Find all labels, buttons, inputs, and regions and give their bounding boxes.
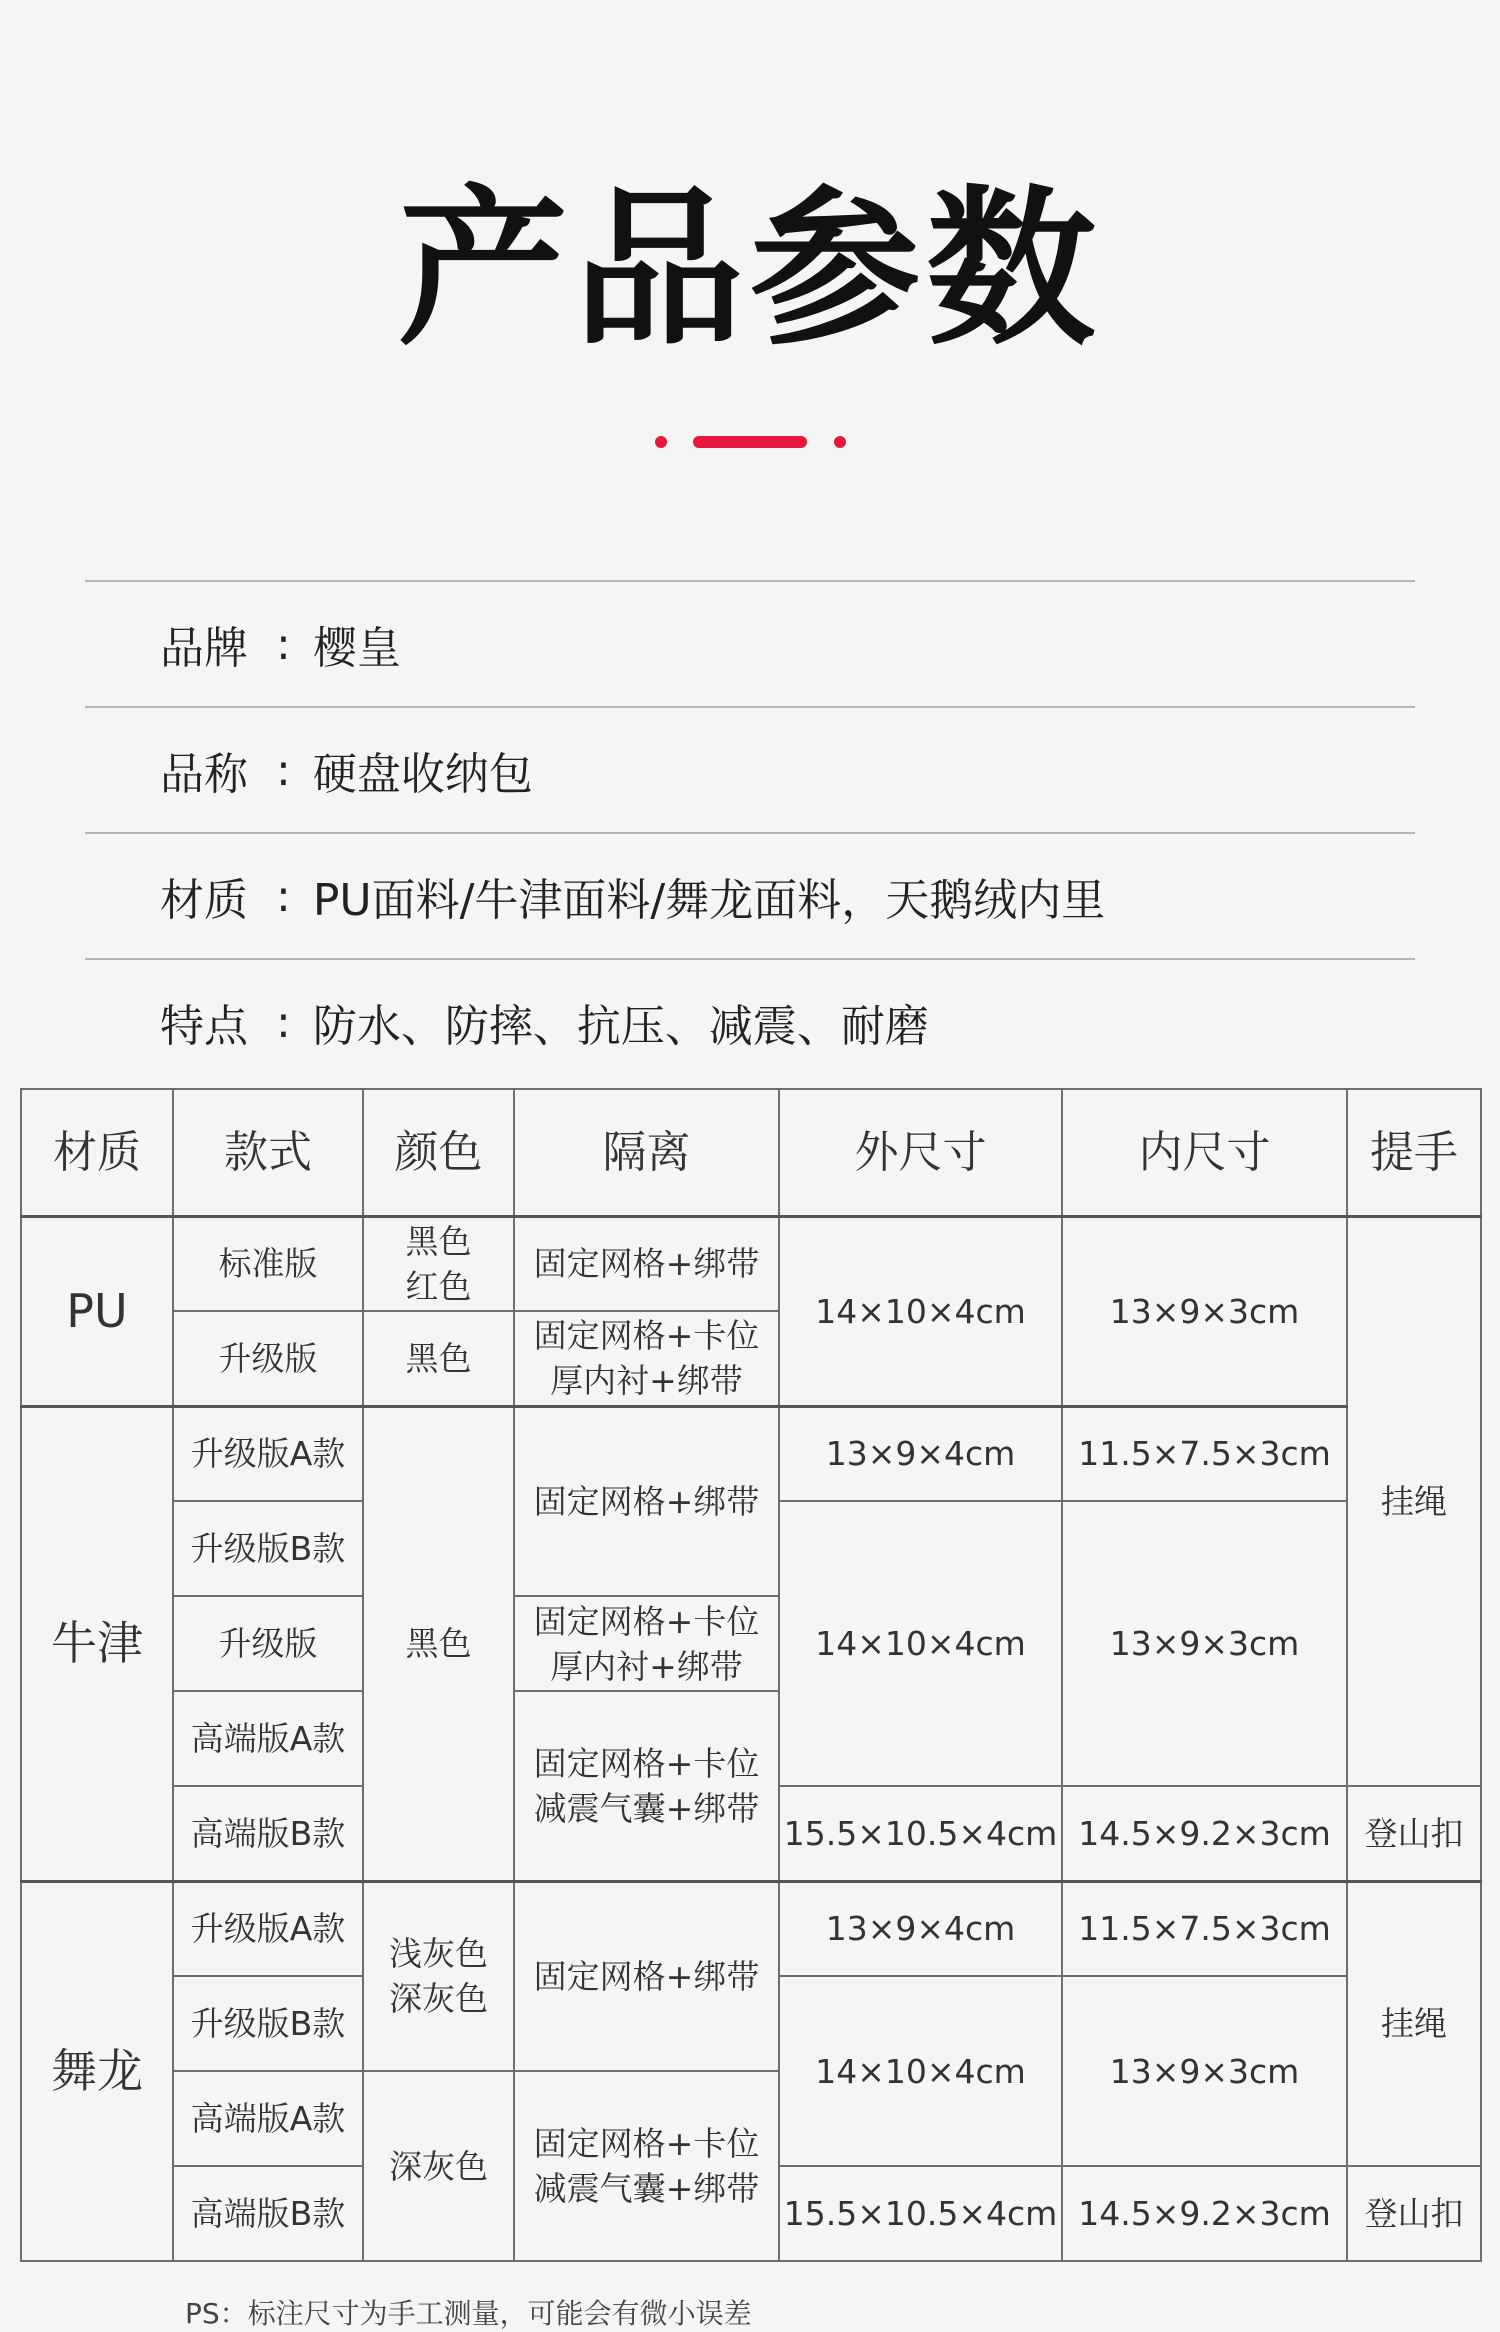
outer-size-cell: 14×10×4cm — [779, 1976, 1062, 2166]
outer-size-cell: 15.5×10.5×4cm — [779, 2166, 1062, 2261]
outer-size-cell: 14×10×4cm — [779, 1216, 1062, 1406]
product-info-list — [85, 580, 1415, 1084]
material-cell: 舞龙 — [21, 1881, 173, 2261]
isolation-cell: 固定网格+卡位 减震气囊+绑带 — [514, 2071, 779, 2261]
info-label: 品牌 — [160, 623, 248, 674]
color-cell: 黑色 — [363, 1406, 514, 1881]
outer-size-cell: 13×9×4cm — [779, 1881, 1062, 1976]
header-inner-size: 内尺寸 — [1062, 1089, 1347, 1216]
info-separator: : — [276, 744, 291, 796]
info-row-brand — [85, 580, 1415, 706]
isolation-cell: 固定网格+卡位 厚内衬+绑带 — [514, 1596, 779, 1691]
outer-size-cell: 15.5×10.5×4cm — [779, 1786, 1062, 1881]
handle-cell: 挂绳 — [1347, 1216, 1481, 1786]
header-color: 颜色 — [363, 1089, 514, 1216]
info-row-material — [85, 832, 1415, 958]
title-decoration-bar — [693, 436, 807, 448]
inner-size-cell: 13×9×3cm — [1062, 1976, 1347, 2166]
style-cell: 高端版A款 — [173, 2071, 363, 2166]
info-value: 硬盘收纳包 — [312, 749, 533, 800]
isolation-cell: 固定网格+绑带 — [514, 1216, 779, 1311]
header-handle: 提手 — [1347, 1089, 1481, 1216]
outer-size-cell: 13×9×4cm — [779, 1406, 1062, 1501]
style-cell: 升级版 — [173, 1596, 363, 1691]
style-cell: 升级版A款 — [173, 1406, 363, 1501]
color-cell: 深灰色 — [363, 2071, 514, 2261]
style-cell: 高端版B款 — [173, 2166, 363, 2261]
title-decoration-dot — [655, 436, 667, 448]
info-label: 材质 — [160, 875, 248, 926]
color-cell: 黑色 — [363, 1311, 514, 1406]
style-cell: 升级版B款 — [173, 1976, 363, 2071]
style-cell: 高端版A款 — [173, 1691, 363, 1786]
info-separator: : — [276, 996, 291, 1048]
handle-cell: 挂绳 — [1347, 1881, 1481, 2166]
isolation-cell: 固定网格+绑带 — [514, 1881, 779, 2071]
inner-size-cell: 13×9×3cm — [1062, 1501, 1347, 1786]
inner-size-cell: 14.5×9.2×3cm — [1062, 2166, 1347, 2261]
info-label: 品称 — [160, 749, 248, 800]
footnote: PS：标注尺寸为手工测量，可能会有微小误差 — [185, 2297, 752, 2330]
header-style: 款式 — [173, 1089, 363, 1216]
info-row-name — [85, 706, 1415, 832]
info-value: 樱皇 — [312, 623, 401, 674]
isolation-cell: 固定网格+卡位 减震气囊+绑带 — [514, 1691, 779, 1881]
title-decoration-dot — [834, 436, 846, 448]
handle-cell: 登山扣 — [1347, 1786, 1481, 1881]
info-row-features — [85, 958, 1415, 1084]
header-material: 材质 — [21, 1089, 173, 1216]
info-separator: : — [276, 870, 291, 922]
header-outer-size: 外尺寸 — [779, 1089, 1062, 1216]
isolation-cell: 固定网格+卡位 厚内衬+绑带 — [514, 1311, 779, 1406]
info-label: 特点 — [160, 1001, 248, 1052]
color-cell: 浅灰色 深灰色 — [363, 1881, 514, 2071]
style-cell: 高端版B款 — [173, 1786, 363, 1881]
style-cell: 升级版A款 — [173, 1881, 363, 1976]
material-cell: PU — [21, 1216, 173, 1406]
style-cell: 标准版 — [173, 1216, 363, 1311]
style-cell: 升级版 — [173, 1311, 363, 1406]
inner-size-cell: 11.5×7.5×3cm — [1062, 1406, 1347, 1501]
material-cell: 牛津 — [21, 1406, 173, 1881]
isolation-cell: 固定网格+绑带 — [514, 1406, 779, 1596]
header-isolation: 隔离 — [514, 1089, 779, 1216]
info-value: PU面料/牛津面料/舞龙面料，天鹅绒内里 — [312, 875, 1106, 926]
page-title: 产品参数 — [397, 171, 1102, 369]
inner-size-cell: 14.5×9.2×3cm — [1062, 1786, 1347, 1881]
inner-size-cell: 13×9×3cm — [1062, 1216, 1347, 1406]
color-cell: 黑色 红色 — [363, 1216, 514, 1311]
spec-table — [20, 1088, 1482, 2262]
style-cell: 升级版B款 — [173, 1501, 363, 1596]
info-separator: : — [276, 618, 291, 670]
handle-cell: 登山扣 — [1347, 2166, 1481, 2261]
info-value: 防水、防摔、抗压、减震、耐磨 — [312, 1001, 929, 1052]
inner-size-cell: 11.5×7.5×3cm — [1062, 1881, 1347, 1976]
outer-size-cell: 14×10×4cm — [779, 1501, 1062, 1786]
